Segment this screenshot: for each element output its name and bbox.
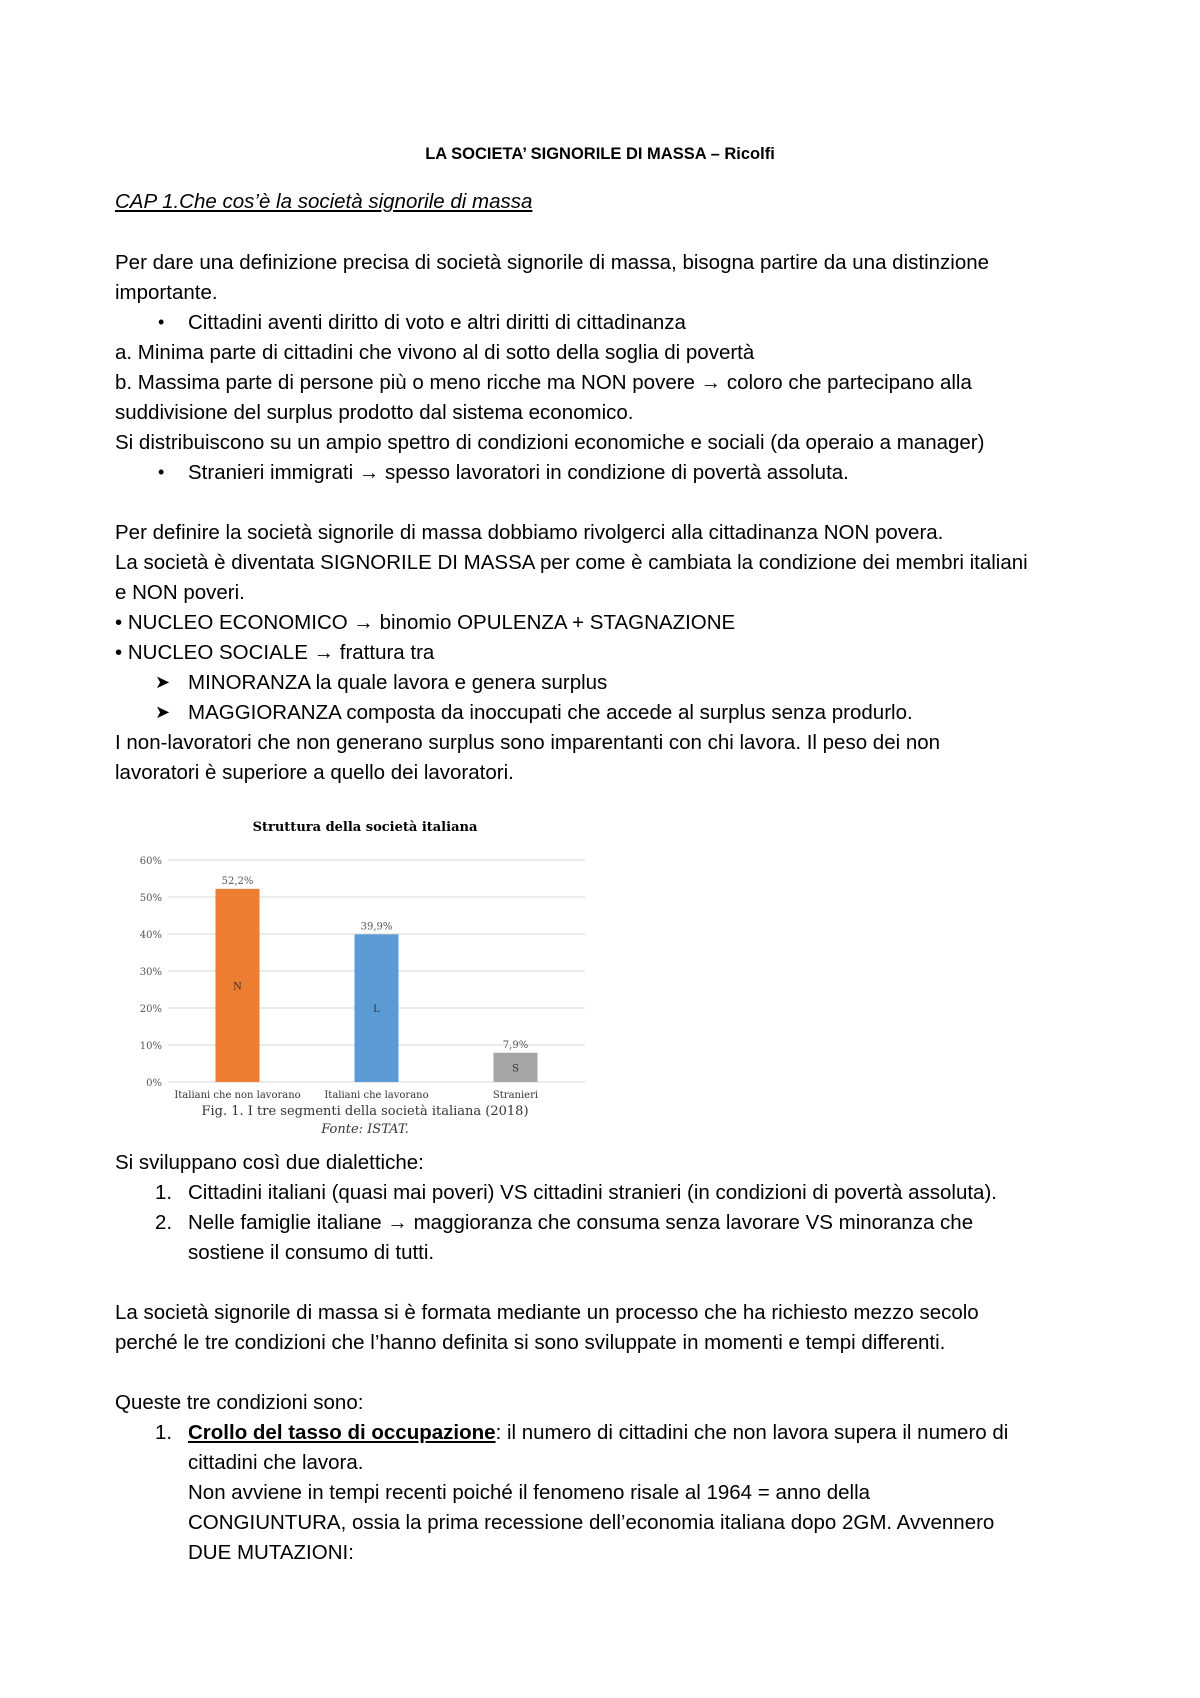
y-tick-label: 20% — [139, 1004, 162, 1015]
paragraph-line: suddivisione del surplus prodotto dal sistema economico. — [115, 401, 634, 424]
list-item-continuation: Non avviene in tempi recenti poiché il fenomeno risale al 1964 = anno della — [188, 1481, 871, 1504]
list-item-heading: Crollo del tasso di occupazione — [188, 1421, 496, 1444]
chart-source: Fonte: ISTAT. — [321, 1122, 409, 1137]
paragraph-line: I non-lavoratori che non generano surplus sono imparentanti con chi lavora. Il peso dei non — [115, 731, 941, 754]
paragraph-line: lavoratori è superiore a quello dei lavoratori. — [115, 761, 514, 784]
paragraph-line: b. Massima parte di persone più o meno ricche ma NON povere → coloro che partecipano alla — [115, 371, 972, 394]
list-item-text: : il numero di cittadini che non lavora supera il numero di — [495, 1421, 1009, 1444]
document-title: LA SOCIETA’ SIGNORILE DI MASSA – Ricolfi — [425, 145, 775, 163]
chart-title: Struttura della società italiana — [252, 820, 478, 835]
chart-figure — [130, 808, 600, 1138]
chart-caption: Fig. 1. I tre segmenti della società italiana (2018) — [201, 1104, 529, 1119]
paragraph-line: Si distribuiscono su un ampio spettro di condizioni economiche e sociali (da operaio a manager) — [115, 431, 985, 454]
list-item-continuation: sostiene il consumo di tutti. — [188, 1241, 435, 1264]
list-number: 2. — [155, 1211, 173, 1234]
list-number: 1. — [155, 1421, 173, 1444]
paragraph-line: e NON poveri. — [115, 581, 245, 604]
y-tick-label: 0% — [146, 1078, 162, 1089]
bar-letter: N — [233, 981, 242, 993]
list-number: 1. — [155, 1181, 173, 1204]
paragraph-line: La società è diventata SIGNORILE DI MASSA per come è cambiata la condizione dei membri italiani — [115, 551, 1028, 574]
paragraph-line: La società signorile di massa si è formata mediante un processo che ha richiesto mezzo secolo — [115, 1301, 979, 1324]
list-item: Nelle famiglie italiane → maggioranza che consuma senza lavorare VS minoranza che — [188, 1211, 974, 1234]
y-tick-label: 60% — [139, 856, 162, 867]
bar-letter: S — [512, 1063, 519, 1075]
paragraph-line: Si sviluppano così due dialettiche: — [115, 1151, 424, 1174]
paragraph-line: • NUCLEO SOCIALE → frattura tra — [115, 641, 435, 664]
y-tick-label: 10% — [139, 1041, 162, 1052]
arrow-item: MAGGIORANZA composta da inoccupati che accede al surplus senza produrlo. — [188, 701, 913, 724]
data-label: 39,9% — [360, 921, 393, 933]
x-tick-label: Stranieri — [492, 1090, 539, 1101]
bar-letter: L — [373, 1004, 380, 1016]
x-tick-label: Italiani che non lavorano — [174, 1090, 301, 1101]
paragraph-line: a. Minima parte di cittadini che vivono al di sotto della soglia di povertà — [115, 341, 755, 364]
arrow-item: MINORANZA la quale lavora e genera surplus — [188, 671, 608, 694]
list-item-continuation: cittadini che lavora. — [188, 1451, 364, 1474]
paragraph-line: importante. — [115, 281, 218, 304]
paragraph-line: • NUCLEO ECONOMICO → binomio OPULENZA + STAGNAZIONE — [115, 611, 736, 634]
bullet-icon: • — [158, 312, 165, 332]
y-tick-label: 30% — [139, 967, 162, 978]
arrow-bullet-icon: ➤ — [155, 672, 171, 692]
bar-chart — [130, 830, 600, 1120]
arrow-bullet-icon: ➤ — [155, 702, 171, 722]
paragraph-line: perché le tre condizioni che l’hanno definita si sono sviluppate in momenti e tempi differenti. — [115, 1331, 946, 1354]
paragraph-line: Per dare una definizione precisa di società signorile di massa, bisogna partire da una distinzione — [115, 251, 990, 274]
x-tick-label: Italiani che lavorano — [324, 1090, 429, 1101]
list-item: Cittadini italiani (quasi mai poveri) VS cittadini stranieri (in condizioni di povertà assoluta). — [188, 1181, 997, 1204]
y-tick-label: 40% — [139, 930, 162, 941]
bullet-item: Stranieri immigrati → spesso lavoratori in condizione di povertà assoluta. — [188, 461, 849, 484]
chapter-heading: CAP 1.Che cos’è la società signorile di massa — [115, 190, 533, 213]
list-item-continuation: CONGIUNTURA, ossia la prima recessione dell’economia italiana dopo 2GM. Avvennero — [188, 1511, 995, 1534]
y-tick-label: 50% — [139, 893, 162, 904]
list-item-continuation: DUE MUTAZIONI: — [188, 1541, 354, 1564]
data-label: 7,9% — [502, 1039, 529, 1051]
data-label: 52,2% — [221, 875, 254, 887]
bullet-icon: • — [158, 462, 165, 482]
paragraph-line: Per definire la società signorile di massa dobbiamo rivolgerci alla cittadinanza NON povera. — [115, 521, 944, 544]
paragraph-line: Queste tre condizioni sono: — [115, 1391, 364, 1414]
list-item — [188, 1418, 1008, 1448]
bullet-item: Cittadini aventi diritto di voto e altri diritti di cittadinanza — [188, 311, 686, 334]
